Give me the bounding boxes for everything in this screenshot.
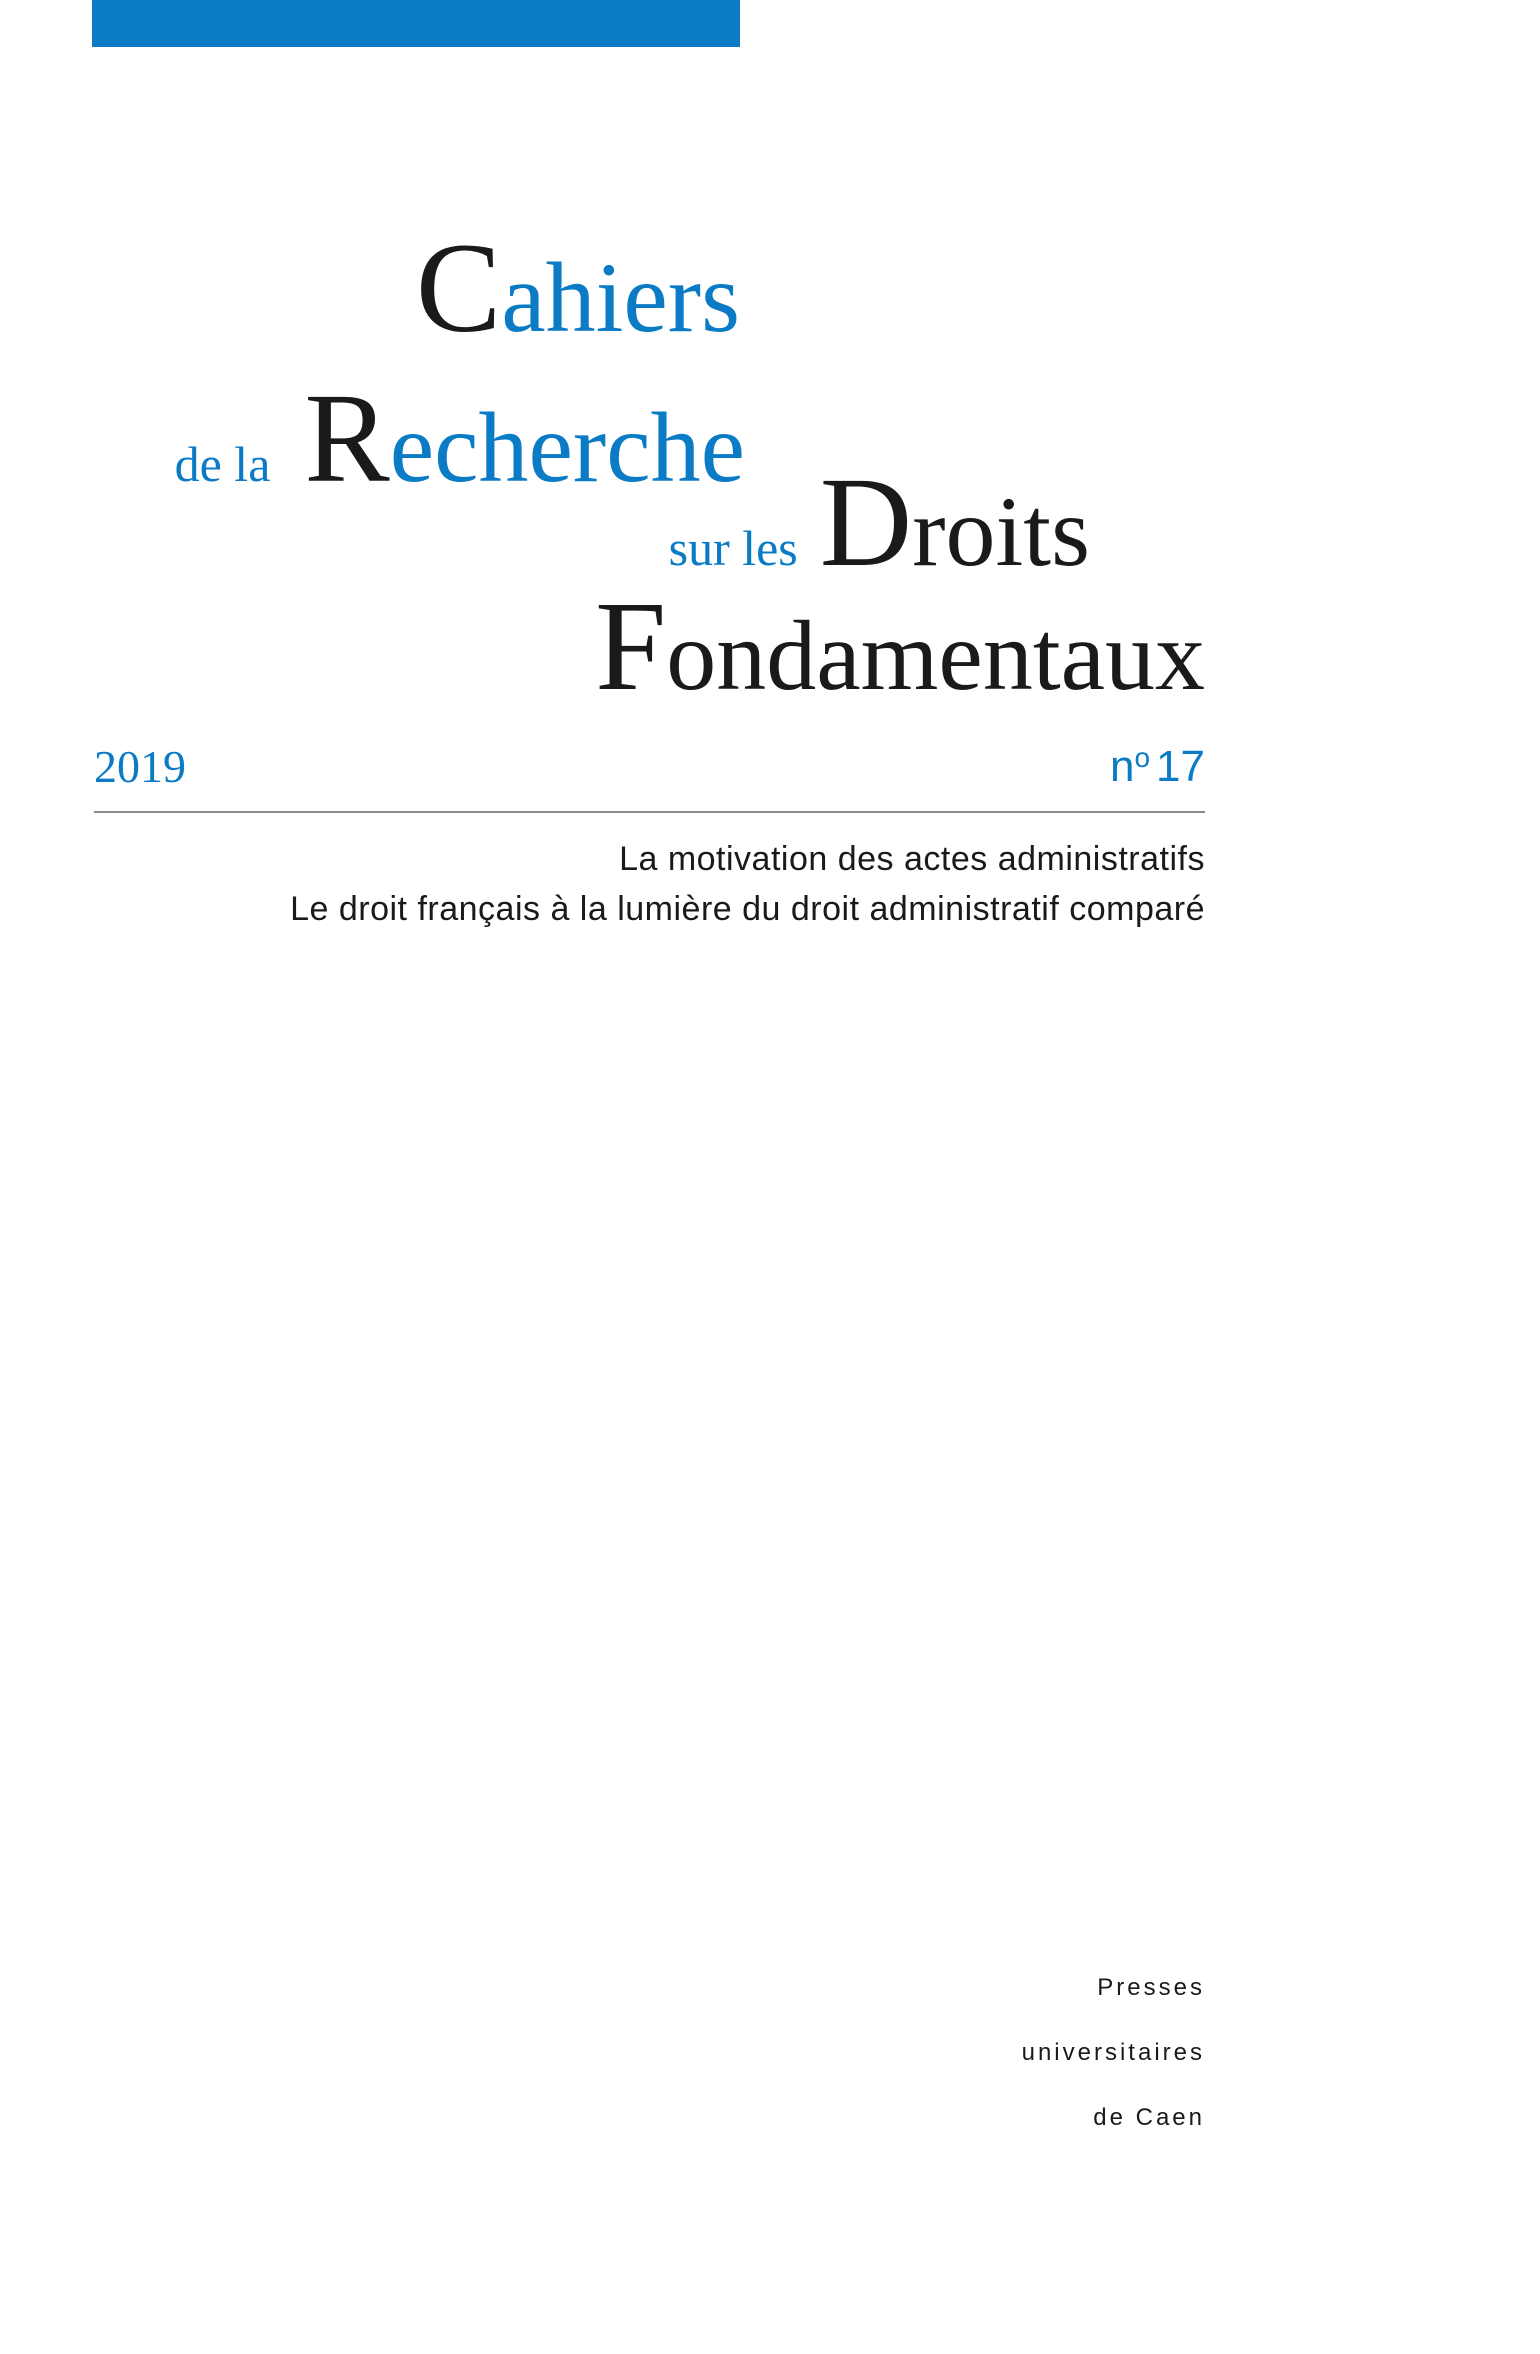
title-line-recherche: [174, 367, 745, 509]
issue-number-value: 17: [1156, 742, 1205, 791]
title-word-cahiers: ahiers: [501, 242, 740, 353]
issue-number: [1110, 744, 1205, 789]
title-word-droits: roits: [912, 476, 1090, 587]
title-line-fondamentaux: [595, 575, 1205, 717]
divider-rule: [94, 811, 1205, 813]
title-prefix-de-la: de la: [174, 436, 271, 492]
title-initial-f: F: [595, 575, 667, 717]
title-prefix-sur-les: sur les: [668, 520, 798, 576]
issue-year: 2019: [94, 741, 186, 792]
publisher-line-3: de Caen: [1093, 2104, 1205, 2131]
top-accent-bar: [92, 0, 740, 47]
subtitle-line-1: La motivation des actes administratifs: [619, 840, 1205, 878]
title-line-droits: [668, 451, 1090, 593]
subtitle-line-2: Le droit français à la lumière du droit administratif comparé: [290, 890, 1205, 928]
publisher-line-2: universitaires: [1021, 2039, 1205, 2066]
publisher-line-1: Presses: [1097, 1974, 1205, 2001]
title-initial-d: D: [819, 451, 913, 593]
title-initial-c: C: [415, 217, 502, 359]
title-line-cahiers: [415, 217, 740, 359]
title-word-recherche: echerche: [389, 392, 745, 503]
issue-prefix: n: [1109, 742, 1135, 791]
title-word-fondamentaux: ondamentaux: [666, 600, 1205, 711]
issue-superscript: o: [1134, 742, 1151, 773]
title-initial-r: R: [304, 367, 390, 509]
